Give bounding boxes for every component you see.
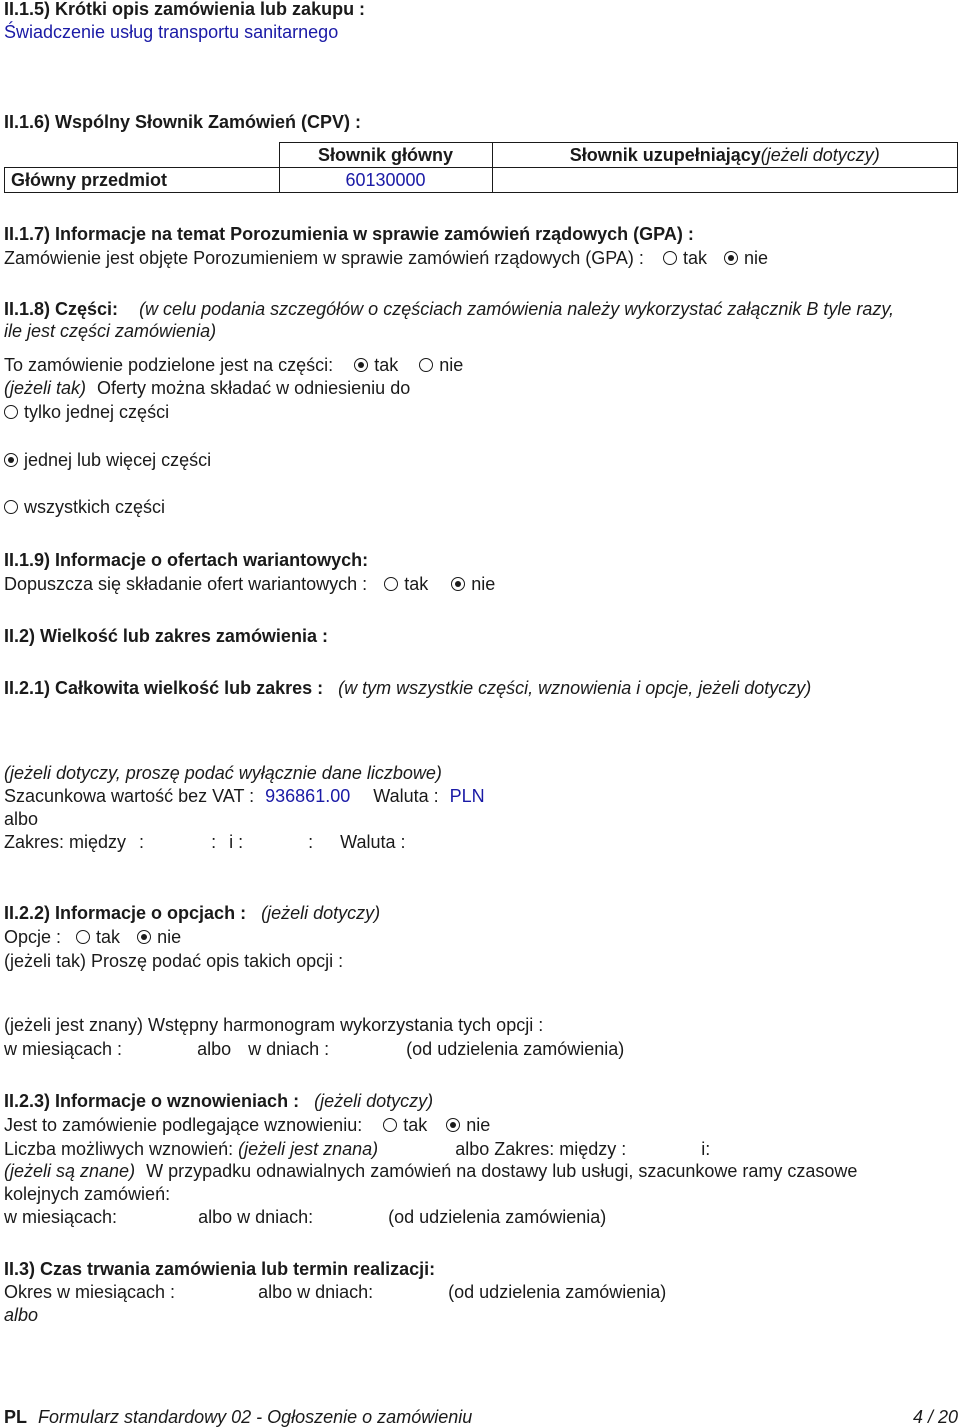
options-schedule: (jeżeli jest znany) Wstępny harmonogram wykorzystania tych opcji : [4,1015,544,1035]
total-cond: (jeżeli dotyczy, proszę podać wyłącznie dane liczbowe) [4,763,442,783]
section-heading-ii-1-7: II.1.7) Informacje na temat Porozumienia w sprawie zamówień rządowych (GPA) : [4,224,694,244]
gpa-question-row [4,247,768,269]
range-i: i : [229,832,244,852]
currency-value: PLN [449,786,485,806]
parts-cond-text: Oferty można składać w odniesieniu do [97,378,411,398]
gpa-no-label: nie [743,248,768,268]
renewals-no-label: nie [466,1115,491,1135]
renewals-yes-label: tak [403,1115,428,1135]
parts-choice-2-radio[interactable] [4,453,18,467]
renewals-count-note: (jeżeli jest znana) [238,1139,379,1159]
options-period-row [4,1038,624,1060]
section-heading-ii-2-1: II.2.1) Całkowita wielkość lub zakres : [4,678,324,698]
options-heading-row [4,902,380,924]
cpv-col-supp-note: (jeżeli dotyczy) [760,144,880,165]
renewals-cond-text: W przypadku odnawialnych zamówień na dostawy lub usługi, szacunkowe ramy czasowe [146,1161,858,1181]
section-heading-ii-3: II.3) Czas trwania zamówienia lub termin realizacji: [4,1259,436,1279]
renewals-cond-text-2: kolejnych zamówień: [4,1184,171,1204]
gpa-yes-label: tak [682,248,707,268]
parts-choice-3-radio[interactable] [4,500,18,514]
parts-choice-1-label: tylko jednej części [24,402,170,422]
parts-yes-radio[interactable] [354,358,368,372]
renewals-heading-row [4,1090,433,1112]
gpa-no-radio[interactable] [724,251,738,265]
footer-form: Formularz standardowy 02 - Ogłoszenie o zamówieniu [38,1407,473,1427]
range-row [4,831,406,853]
parts-choice-3 [4,496,165,518]
total-note: (w tym wszystkie części, wznowienia i opcje, jeżeli dotyczy) [338,678,812,698]
cpv-table [4,142,958,193]
renewals-no-radio[interactable] [446,1118,460,1132]
cpv-row-label: Główny przedmiot [5,168,280,193]
renewals-range: albo Zakres: między : [455,1139,627,1159]
section-heading-ii-1-5: II.1.5) Krótki opis zamówienia lub zakupu : [4,0,366,19]
parts-cond: (jeżeli tak) [4,378,87,398]
variants-yes-radio[interactable] [384,577,398,591]
renewals-count-row [4,1138,710,1160]
parts-choice-2-label: jednej lub więcej części [24,450,212,470]
duration-days: albo w dniach: [258,1282,374,1302]
variants-no-radio[interactable] [451,577,465,591]
renewals-count: Liczba możliwych wznowień: [4,1139,234,1159]
variants-no-label: nie [471,574,496,594]
section-heading-ii-2: II.2) Wielkość lub zakres zamówienia : [4,626,328,646]
parts-cond-row [4,377,410,399]
cpv-col-main: Słownik główny [279,143,492,168]
range-colon-1: : [139,832,145,852]
variants-yes-label: tak [404,574,429,594]
parts-heading-row [4,298,894,320]
renewals-cond-row [4,1160,857,1182]
options-desc: (jeżeli tak) Proszę podać opis takich opcji : [4,951,344,971]
parts-choice-1 [4,401,169,423]
duration-or: albo [4,1305,39,1325]
estimate-label: Szacunkowa wartość bez VAT : [4,786,255,806]
gpa-question: Zamówienie jest objęte Porozumieniem w sprawie zamówień rządowych (GPA) : [4,248,644,268]
section-heading-ii-2-2: II.2.2) Informacje o opcjach : [4,903,247,923]
estimate-row [4,785,485,807]
range-currency: Waluta : [340,832,406,852]
parts-question-row [4,354,463,376]
duration-months: Okres w miesiącach : [4,1282,176,1302]
cpv-col-supp [492,143,958,168]
parts-choice-2 [4,449,211,471]
renewals-note: (jeżeli dotyczy) [314,1091,434,1111]
parts-note: (w celu podania szczegółów o częściach zamówienia należy wykorzystać załącznik B tyle razy, [139,299,895,319]
options-yes-radio[interactable] [76,930,90,944]
total-heading-row [4,677,811,699]
renewals-months: w miesiącach: [4,1207,118,1227]
options-no-label: nie [157,927,182,947]
parts-question: To zamówienie podzielone jest na części: [4,355,334,375]
parts-choice-3-label: wszystkich części [24,497,166,517]
page-footer [4,1406,958,1428]
options-days: w dniach : [248,1039,330,1059]
estimate-value: 936861.00 [265,786,351,806]
variants-row [4,573,495,595]
short-description-value: Świadczenie usług transportu sanitarnego [4,22,339,42]
section-heading-ii-1-6: II.1.6) Wspólny Słownik Zamówień (CPV) : [4,112,362,132]
section-heading-ii-2-3: II.2.3) Informacje o wznowieniach : [4,1091,300,1111]
renewals-range-i: i: [701,1139,711,1159]
options-label: Opcje : [4,927,62,947]
renewals-yes-radio[interactable] [383,1118,397,1132]
parts-choice-1-radio[interactable] [4,405,18,419]
renewals-question: Jest to zamówienie podlegające wznowieniu: [4,1115,363,1135]
variants-question: Dopuszcza się składanie ofert wariantowych : [4,574,368,594]
range-colon-3: : [308,832,314,852]
section-heading-ii-1-9: II.1.9) Informacje o ofertach wariantowych: [4,550,369,570]
options-yes-label: tak [96,927,121,947]
renewals-row [4,1114,490,1136]
total-or: albo [4,809,39,829]
options-note: (jeżeli dotyczy) [261,903,381,923]
gpa-yes-radio[interactable] [663,251,677,265]
renewals-period-row [4,1206,606,1228]
cpv-empty-cell [5,143,280,168]
parts-no-radio[interactable] [419,358,433,372]
parts-note-2: ile jest części zamówienia) [4,321,217,341]
currency-label: Waluta : [373,786,439,806]
options-row [4,926,181,948]
options-from: (od udzielenia zamówienia) [406,1039,625,1059]
duration-row [4,1281,666,1303]
parts-yes-label: tak [374,355,399,375]
duration-from: (od udzielenia zamówienia) [448,1282,667,1302]
cpv-main-code: 60130000 [279,168,492,193]
options-no-radio[interactable] [137,930,151,944]
renewals-cond: (jeżeli są znane) [4,1161,136,1181]
options-months: w miesiącach : [4,1039,123,1059]
renewals-days: albo w dniach: [198,1207,314,1227]
range-colon-2: : [211,832,217,852]
parts-no-label: nie [439,355,464,375]
section-heading-ii-1-8: II.1.8) Części: [4,299,119,319]
options-or: albo [197,1039,232,1059]
footer-page: 4 / 20 [912,1407,958,1427]
cpv-supp-code [492,168,958,193]
cpv-col-supp-label: Słownik uzupełniający [569,144,761,165]
footer-lang: PL [4,1407,28,1427]
range-label: Zakres: między [4,832,127,852]
renewals-from: (od udzielenia zamówienia) [388,1207,607,1227]
